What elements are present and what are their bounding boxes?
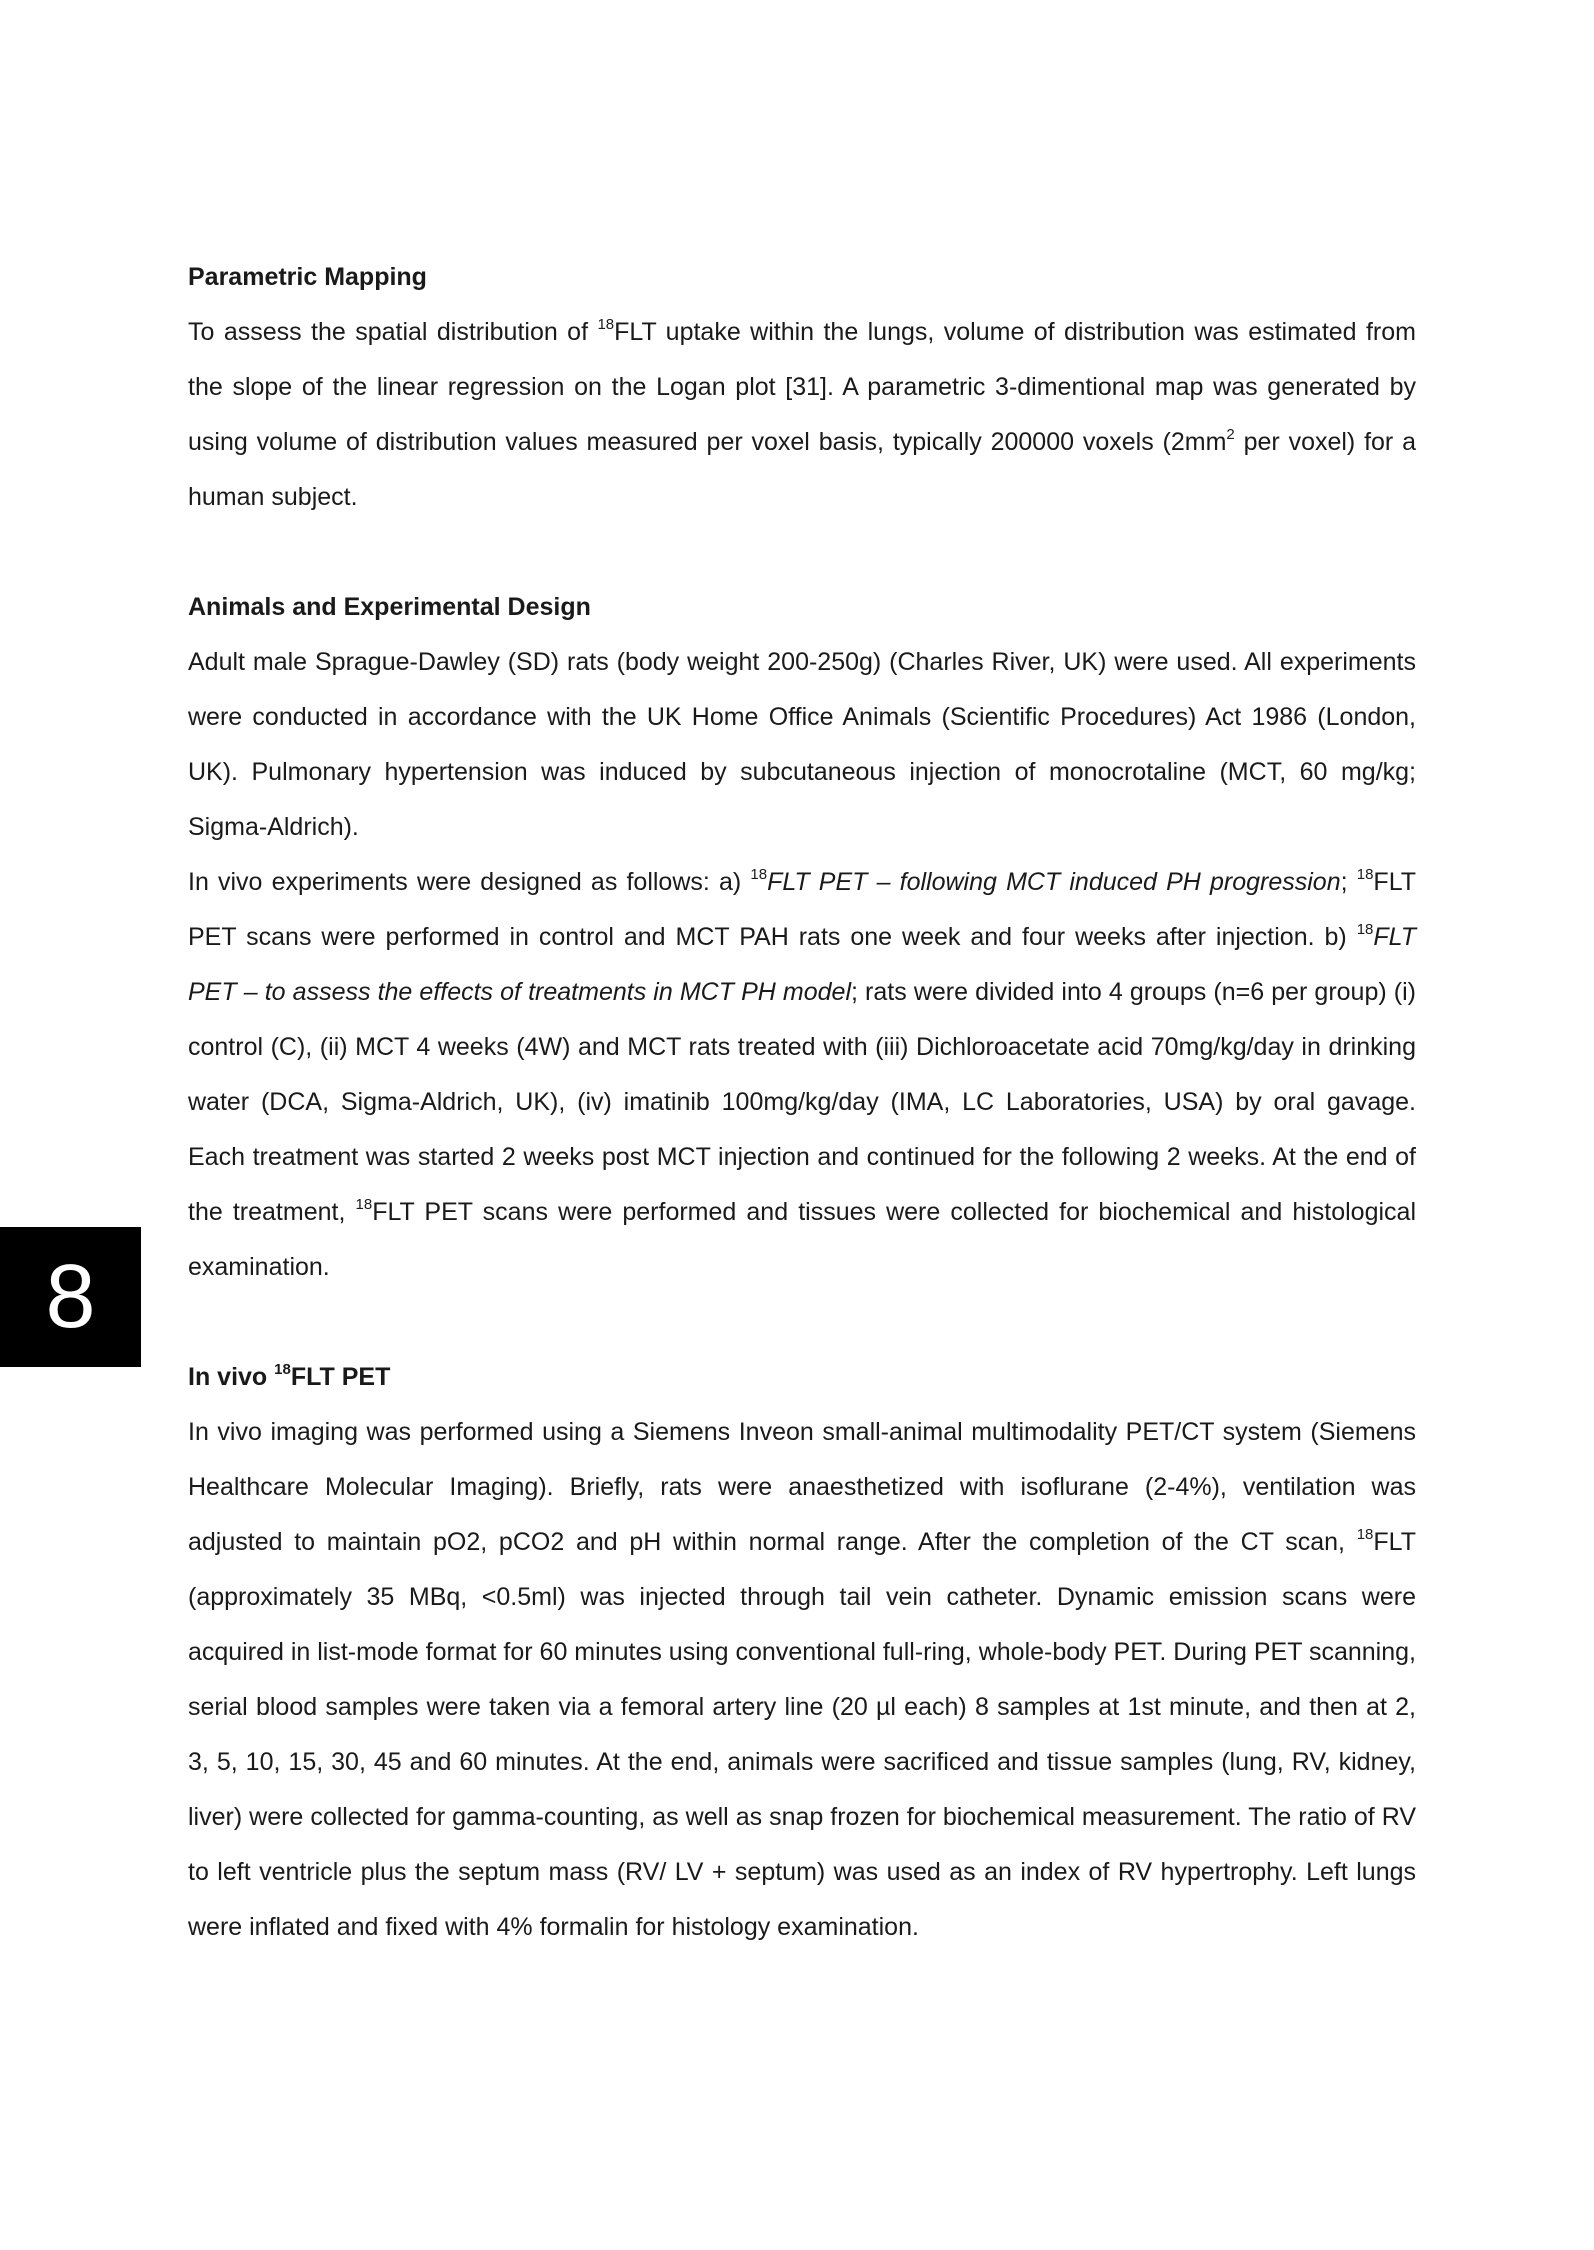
section-spacer bbox=[188, 525, 1416, 580]
text-run: In vivo imaging was performed using a Siemens Inveon small-animal multimodality PET/CT system (Siemens Healthcare Molecular Imaging). Briefly, rats were anaesthetized with isoflurane (2-4%), ventilation was adjusted to maintain pO2, pCO2 and pH within normal range. After the completion of the CT scan, bbox=[188, 1418, 1416, 1556]
text-run: FLT (approximately 35 MBq, <0.5ml) was injected through tail vein catheter. Dynamic emission scans were acquired in list-mode format for 60 minutes using conventional full-ring, whole-body PET. During PET scanning, serial blood samples were taken via a femoral artery line (20 µl each) 8 samples at 1st minute, and then at 2, 3, 5, 10, 15, 30, 45 and 60 minutes. At the end, animals were sacrificed and tissue samples (lung, RV, kidney, liver) were collected for gamma-counting, as well as snap frozen for biochemical measurement. The ratio of RV to left ventricle plus the septum mass (RV/ LV + septum) was used as an index of RV hypertrophy. Left lungs were inflated and fixed with 4% formalin for histology examination. bbox=[188, 1528, 1416, 1941]
document-body bbox=[188, 250, 1416, 1955]
superscript: 18 bbox=[274, 1361, 291, 1378]
superscript: 18 bbox=[1356, 921, 1374, 938]
superscript: 18 bbox=[1356, 866, 1374, 883]
text-run: In vivo experiments were designed as follows: a) bbox=[188, 868, 751, 896]
text-run: FLT PET scans were performed in control and MCT PAH rats one week and four weeks after injection. b) bbox=[188, 868, 1417, 951]
section-heading-animals: Animals and Experimental Design bbox=[188, 593, 591, 621]
italic-run: FLT PET – following MCT induced PH progression bbox=[767, 868, 1341, 896]
paragraph-invivo bbox=[188, 1405, 1416, 1955]
paragraph-parametric-mapping bbox=[188, 305, 1416, 525]
section-spacer bbox=[188, 1295, 1416, 1350]
chapter-number-tab bbox=[0, 1227, 141, 1367]
superscript: 18 bbox=[1356, 1526, 1374, 1543]
text-run: FLT uptake within the lungs, volume of distribution was estimated from the slope of the linear regression on the Logan plot [31]. A parametric 3-dimentional map was generated by using volume of distribution values measured per voxel basis, typically 200000 voxels (2mm bbox=[188, 318, 1416, 456]
chapter-number: 8 bbox=[45, 1247, 96, 1347]
italic-run: FLT PET – to assess the effects of treatments in MCT PH model bbox=[188, 923, 1416, 1006]
superscript: 2 bbox=[1226, 426, 1235, 443]
paragraph-animals-1: Adult male Sprague-Dawley (SD) rats (body weight 200-250g) (Charles River, UK) were used. All experiments were conducted in accordance with the UK Home Office Animals (Scientific Procedures) Act 1986 (London, UK). Pulmonary hypertension was induced by subcutaneous injection of monocrotaline (MCT, 60 mg/kg; Sigma-Aldrich). bbox=[188, 648, 1416, 841]
section-heading-parametric-mapping: Parametric Mapping bbox=[188, 263, 427, 291]
superscript: 18 bbox=[750, 866, 768, 883]
superscript: 18 bbox=[597, 316, 615, 333]
superscript: 18 bbox=[355, 1196, 373, 1213]
text-run: ; rats were divided into 4 groups (n=6 per group) (i) control (C), (ii) MCT 4 weeks (4W) and MCT rats treated with (iii) Dichloroacetate acid 70mg/kg/day in drinking water (DCA, Sigma-Aldrich, UK), (iv) imatinib 100mg/kg/day (IMA, LC Laboratories, USA) by oral gavage. Each treatment was started 2 weeks post MCT injection and continued for the following 2 weeks. At the end of the treatment, bbox=[188, 978, 1416, 1226]
text-run: FLT PET scans were performed and tissues were collected for biochemical and histological examination. bbox=[188, 1198, 1416, 1281]
text-run: ; bbox=[1340, 868, 1357, 896]
section-heading-invivo-flt-pet bbox=[188, 1350, 1416, 1405]
paragraph-animals-2 bbox=[188, 855, 1416, 1295]
text-run: To assess the spatial distribution of bbox=[188, 318, 598, 346]
text-run: In vivo bbox=[188, 1363, 275, 1391]
text-run: per voxel) for a human subject. bbox=[188, 428, 1416, 511]
text-run: FLT PET bbox=[290, 1363, 391, 1391]
